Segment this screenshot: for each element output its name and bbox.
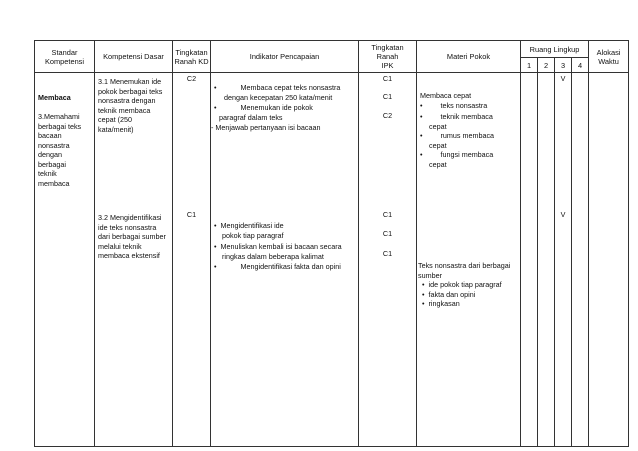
header-ipk-line1: Tingkatan [371, 43, 404, 52]
header-kompetensi-dasar: Kompetensi Dasar [95, 41, 173, 73]
header-ruang-3: 3 [555, 58, 572, 73]
materi-item: teknik membaca [440, 112, 493, 121]
ranah-ipk-4: C1 [382, 210, 393, 219]
header-standar-line2: Kompetensi [44, 56, 85, 66]
kd-line: dari berbagai sumber [98, 232, 166, 241]
materi-item: ide pokok tiap paragraf [428, 280, 502, 289]
indikator-line: paragraf dalam teks [219, 112, 283, 122]
ruang-mark-1: V [560, 74, 566, 83]
kompetensi-dasar-cell [95, 73, 173, 447]
ranah-kd-2: C1 [186, 210, 197, 219]
indikator-line: Membaca cepat teks nonsastra [240, 83, 341, 92]
ranah-ipk-2: C1 [382, 92, 393, 101]
indikator-line: Mengidentifikasi ide [220, 221, 284, 230]
kd-line: 3.2 Mengidentifikasi [98, 213, 162, 222]
standar-line: membaca [38, 178, 70, 188]
indikator-1 [214, 83, 340, 102]
indikator-5 [214, 242, 342, 261]
kd-line: kata/menit) [98, 124, 134, 134]
ranah-ipk-3: C2 [382, 111, 393, 120]
header-ranah-kd-line2: Ranah KD [174, 56, 209, 66]
header-ruang-4: 4 [572, 58, 589, 73]
standar-cell [35, 73, 95, 447]
indikator-line: Mengidentifikasi fakta dan opini [240, 262, 341, 271]
materi-item: cepat [429, 159, 447, 169]
materi-pokok-cell [417, 73, 521, 447]
ruang-2-cell [538, 73, 555, 447]
ranah-ipk-cell [359, 73, 417, 447]
ranah-ipk-5: C1 [382, 229, 393, 238]
kd-line: 3.1 Menemukan ide [98, 77, 162, 86]
standar-line: teknik [38, 169, 57, 178]
ranah-ipk-6: C1 [382, 249, 393, 258]
indikator-4 [214, 221, 284, 240]
materi-title: Teks nonsastra dari berbagai [418, 261, 511, 270]
bullet-icon [420, 101, 427, 110]
syllabus-table [34, 40, 629, 447]
indikator-line: Menuliskan kembali isi bacaan secara [220, 242, 342, 251]
standar-line: dengan [38, 150, 62, 159]
indikator-line: Menemukan ide pokok [240, 103, 313, 112]
bullet-icon [420, 112, 427, 121]
standar-line: berbagai teks [38, 121, 82, 131]
standar-line: bacaan [38, 131, 62, 140]
kd-line: ide teks nonsastra [98, 222, 157, 232]
kd-line: cepat (250 [98, 115, 132, 124]
bullet-icon [420, 150, 427, 159]
standar-text [38, 112, 81, 188]
materi-item: cepat [429, 121, 447, 131]
header-ruang-2: 2 [538, 58, 555, 73]
header-ipk-line3: IPK [381, 61, 394, 70]
kd-line: melalui teknik [98, 241, 142, 251]
ruang-1-cell [521, 73, 538, 447]
bullet-icon [214, 83, 221, 92]
indikator-line: pokok tiap paragraf [222, 230, 284, 240]
bullet-icon [214, 262, 221, 271]
standar-line: 3.Memahami [38, 112, 80, 121]
header-alokasi-line1: Alokasi [596, 47, 621, 57]
header-indikator: Indikator Pencapaian [211, 41, 359, 73]
ruang-4-cell [572, 73, 589, 447]
header-tingkatan-ranah-kd [173, 41, 211, 73]
header-standar-kompetensi [35, 41, 95, 73]
standar-line: nonsastra [38, 140, 70, 150]
alokasi-cell [589, 73, 629, 447]
header-ruang-1: 1 [521, 58, 538, 73]
header-standar-line1: Standar [51, 47, 78, 57]
indikator-2 [214, 103, 313, 122]
indikator-line: ringkas dalam beberapa kalimat [222, 251, 324, 261]
bullet-icon [420, 131, 427, 140]
materi-item: rumus membaca [440, 131, 495, 140]
header-alokasi-waktu [589, 41, 629, 73]
indikator-3: - Menjawab pertanyaan isi bacaan [211, 123, 321, 132]
kd-2 [98, 213, 166, 261]
ranah-kd-1: C2 [186, 74, 197, 83]
kd-line: nonsastra dengan [98, 96, 156, 105]
standar-line: berbagai [38, 159, 66, 169]
header-tingkatan-ranah-ipk [359, 41, 417, 73]
materi-title: Membaca cepat [420, 91, 472, 100]
header-ranah-kd-line1: Tingkatan [175, 47, 208, 57]
indikator-line: dengan kecepatan 250 kata/menit [224, 92, 333, 102]
kd-line: teknik membaca [98, 105, 151, 115]
indikator-cell [211, 73, 359, 447]
materi-item: ringkasan [428, 299, 460, 308]
ruang-mark-2: V [560, 210, 566, 219]
materi-item: fakta dan opini [428, 289, 476, 299]
header-ipk-line2: Ranah [376, 52, 399, 61]
materi-item: cepat [429, 140, 447, 150]
kd-line: membaca ekstensif [98, 251, 160, 260]
indikator-6 [214, 262, 341, 272]
kd-1 [98, 77, 162, 134]
kd-line: pokok berbagai teks [98, 86, 163, 96]
materi-item: fungsi membaca [440, 150, 494, 159]
ranah-ipk-1: C1 [382, 74, 393, 83]
ranah-kd-cell [173, 73, 211, 447]
materi-title: sumber [418, 270, 442, 280]
header-alokasi-line2: Waktu [598, 56, 619, 66]
materi-2 [418, 261, 510, 309]
ruang-3-cell [555, 73, 572, 447]
standar-title: Membaca [38, 93, 71, 102]
materi-item: teks nonsastra [440, 100, 488, 110]
header-ruang-lingkup: Ruang Lingkup [521, 41, 589, 58]
materi-1 [420, 91, 494, 169]
bullet-icon [214, 103, 221, 112]
header-materi-pokok: Materi Pokok [417, 41, 521, 73]
